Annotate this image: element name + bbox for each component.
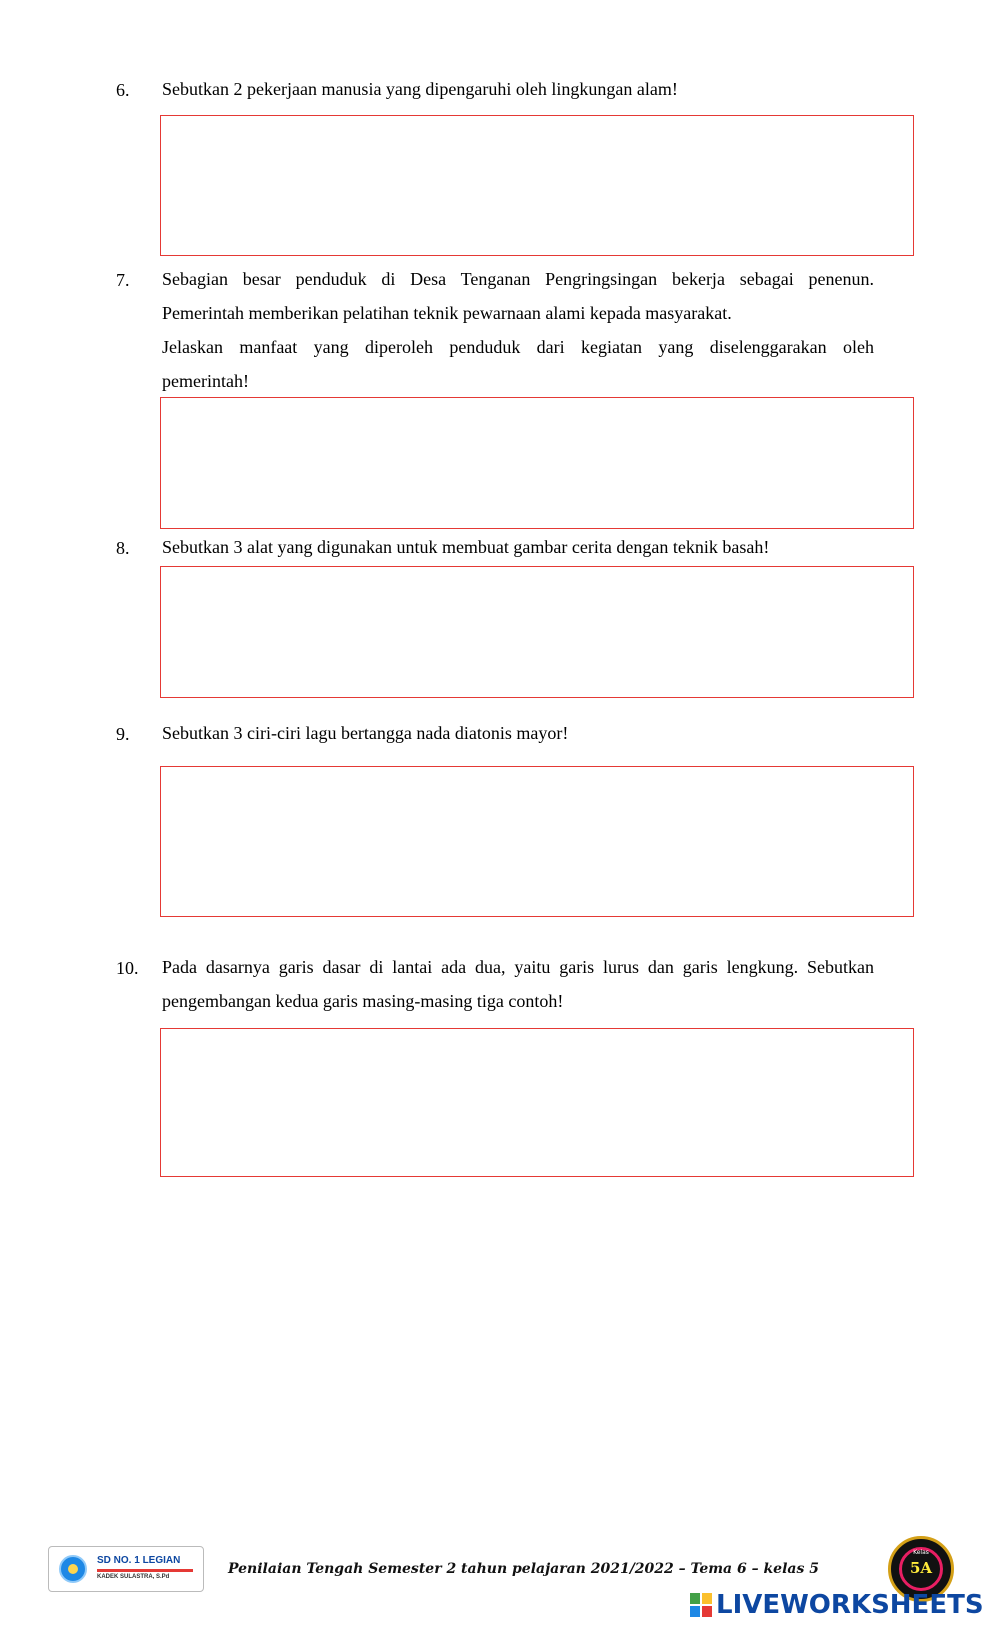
question-number: 9. [116,724,130,744]
question-line: pengembangan kedua garis masing-masing tiga contoh! [162,991,564,1011]
question-line: Pada dasarnya garis dasar di lantai ada dua, yaitu garis lurus dan garis lengkung. Sebutkan [162,957,874,977]
answer-input-6[interactable] [161,116,913,255]
answer-box-9[interactable] [160,766,914,917]
question-line: Sebagian besar penduduk di Desa Tenganan Pengringsingan bekerja sebagai penenun. [162,269,874,289]
answer-input-8[interactable] [161,567,913,697]
question-number: 6. [116,80,130,100]
question-text [162,716,874,750]
question-text [162,262,874,398]
question-text [162,72,874,106]
answer-box-7[interactable] [160,397,914,529]
class-badge-small: Kelas [913,1549,929,1556]
question-line: Pemerintah memberikan pelatihan teknik pewarnaan alami kepada masyarakat. [162,303,732,323]
question-line: pemerintah! [162,371,249,391]
question-text [162,530,874,564]
liveworksheets-grid-icon [690,1593,712,1617]
answer-input-10[interactable] [161,1029,913,1176]
brand-name: LIVEWORKSHEETS [716,1590,984,1620]
answer-input-9[interactable] [161,767,913,916]
divider [97,1569,193,1572]
school-logo [48,1546,204,1592]
question-line: Sebutkan 2 pekerjaan manusia yang dipengaruhi oleh lingkungan alam! [162,79,678,99]
question-line: Sebutkan 3 alat yang digunakan untuk membuat gambar cerita dengan teknik basah! [162,537,770,557]
question-line: Jelaskan manfaat yang diperoleh penduduk dari kegiatan yang diselenggarakan oleh [162,337,874,357]
school-emblem-icon [59,1555,87,1583]
question-text [162,950,874,1018]
school-name: SD NO. 1 LEGIAN [97,1555,181,1566]
exam-title: Penilaian Tengah Semester 2 tahun pelajaran 2021/2022 – Tema 6 – kelas 5 [228,1561,819,1577]
question-number: 8. [116,538,130,558]
answer-box-8[interactable] [160,566,914,698]
question-line: Sebutkan 3 ciri-ciri lagu bertangga nada diatonis mayor! [162,723,569,743]
answer-input-7[interactable] [161,398,913,528]
question-number: 7. [116,270,130,290]
question-number: 10. [116,958,139,978]
class-badge-label: 5A [909,1559,933,1577]
answer-box-6[interactable] [160,115,914,256]
answer-box-10[interactable] [160,1028,914,1177]
author-name: KADEK SULASTRA, S.Pd [97,1574,170,1580]
